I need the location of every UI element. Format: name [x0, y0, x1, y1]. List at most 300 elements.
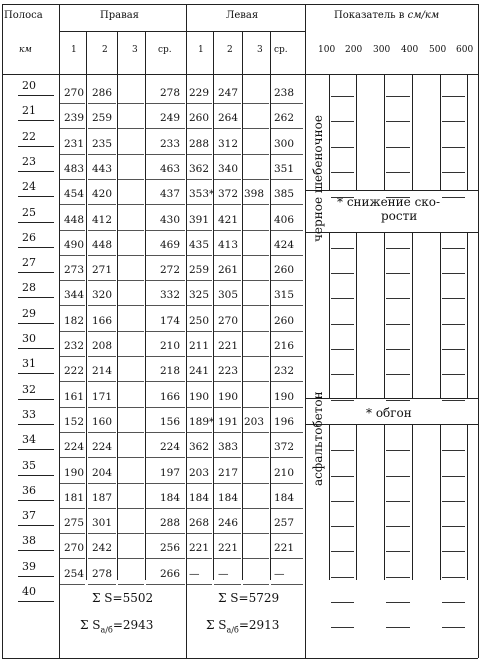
- grid-line-vertical: [384, 424, 385, 580]
- row-underline: [118, 558, 144, 559]
- row-underline: [214, 204, 241, 205]
- km-underline: [18, 247, 54, 248]
- row-underline: [60, 230, 85, 231]
- value-dash: [331, 324, 354, 325]
- table-cell-l1: 229: [189, 87, 210, 99]
- value-dash: [442, 298, 465, 299]
- table-cell-ra: 437: [160, 188, 181, 201]
- table-cell-ra: 174: [160, 314, 181, 327]
- row-underline: [243, 280, 269, 281]
- row-underline: [243, 128, 269, 129]
- value-dash: [442, 627, 465, 628]
- row-underline: [243, 356, 269, 357]
- row-underline: [146, 432, 185, 433]
- row-underline: [146, 381, 185, 382]
- table-cell-r2: 242: [92, 542, 113, 555]
- row-underline: [271, 508, 303, 509]
- row-underline: [118, 331, 144, 332]
- scale-500: 500: [429, 45, 447, 55]
- row-underline: [60, 255, 85, 256]
- row-underline: [243, 305, 269, 306]
- row-underline: [214, 407, 241, 408]
- grid-line-horizontal: [2, 4, 478, 5]
- table-cell-la: 216: [274, 340, 295, 352]
- km-label: 28: [22, 281, 36, 295]
- row-underline: [243, 204, 269, 205]
- table-cell-r2: 278: [92, 567, 113, 580]
- table-cell-la: 184: [274, 491, 295, 504]
- table-cell-l1: 362: [189, 441, 210, 454]
- table-cell-l1: 268: [189, 517, 210, 530]
- table-cell-l2: 340: [218, 162, 239, 175]
- row-underline: [243, 483, 269, 484]
- row-underline: [271, 154, 303, 155]
- table-cell-la: 351: [274, 162, 295, 175]
- table-cell-la: 238: [274, 87, 295, 99]
- value-dash: [386, 551, 410, 552]
- grid-line-vertical: [356, 232, 357, 398]
- row-underline: [187, 381, 212, 382]
- row-underline: [60, 103, 85, 104]
- km-label: 35: [22, 458, 36, 472]
- km-label: 39: [22, 559, 36, 573]
- table-cell-l2: 383: [218, 441, 239, 454]
- row-underline: [88, 432, 116, 433]
- table-cell-l2: 270: [218, 314, 239, 327]
- row-underline: [88, 230, 116, 231]
- grid-line-vertical: [384, 232, 385, 398]
- row-underline: [88, 356, 116, 357]
- table-cell-ra: 256: [160, 542, 181, 555]
- value-dash: [442, 96, 465, 97]
- table-cell-r2: 166: [92, 314, 113, 327]
- km-underline: [18, 449, 54, 450]
- grid-line-horizontal: [305, 424, 478, 425]
- table-cell-l1: 189*: [189, 415, 215, 428]
- grid-line-horizontal: [2, 74, 478, 75]
- km-label: 40: [22, 585, 36, 598]
- value-dash: [386, 501, 410, 502]
- table-cell-l3: 398: [244, 188, 265, 201]
- row-underline: [60, 179, 85, 180]
- surface-crushed-stone: черное шебеночное: [311, 115, 325, 242]
- scale-100: 100: [318, 45, 336, 55]
- value-dash: [331, 501, 354, 502]
- table-cell-la: 232: [274, 365, 295, 378]
- grid-line-vertical: [440, 74, 441, 190]
- table-cell-l2: 246: [218, 517, 239, 530]
- table-cell-r2: 160: [92, 415, 113, 428]
- table-cell-la: 315: [274, 289, 295, 302]
- table-cell-r2: 214: [92, 365, 113, 378]
- km-label: 22: [22, 129, 36, 143]
- value-dash: [386, 627, 410, 628]
- row-underline: [243, 558, 269, 559]
- row-underline: [187, 558, 212, 559]
- row-underline: [146, 533, 185, 534]
- table-cell-l2: —: [218, 567, 229, 580]
- row-underline: [88, 584, 116, 585]
- row-underline: [187, 407, 212, 408]
- row-underline: [146, 584, 185, 585]
- value-dash: [331, 273, 354, 274]
- table-cell-r2: 412: [92, 213, 113, 226]
- row-underline: [271, 584, 303, 585]
- table-cell-l2: 247: [218, 87, 239, 99]
- row-underline: [118, 432, 144, 433]
- header-strip: Полоса: [4, 10, 43, 21]
- value-dash: [331, 627, 354, 628]
- table-cell-l2: 264: [218, 112, 239, 125]
- header-right-lane: Правая: [100, 10, 139, 21]
- row-underline: [243, 331, 269, 332]
- value-dash: [386, 602, 410, 603]
- table-cell-ra: 332: [160, 289, 181, 302]
- row-underline: [118, 230, 144, 231]
- table-cell-r1: 224: [64, 441, 85, 454]
- km-label: 27: [22, 256, 36, 270]
- row-underline: [271, 331, 303, 332]
- grid-line-vertical: [440, 232, 441, 398]
- row-underline: [118, 154, 144, 155]
- table-cell-r2: 224: [92, 441, 113, 454]
- table-cell-r2: 204: [92, 466, 113, 479]
- row-underline: [243, 179, 269, 180]
- row-underline: [187, 128, 212, 129]
- note-speed-reduction-cont: рости: [381, 209, 418, 223]
- row-underline: [243, 457, 269, 458]
- value-dash: [442, 147, 465, 148]
- value-dash: [386, 96, 410, 97]
- row-underline: [118, 584, 144, 585]
- value-dash: [331, 147, 354, 148]
- scale-400: 400: [401, 45, 419, 55]
- row-underline: [146, 280, 185, 281]
- row-underline: [88, 280, 116, 281]
- value-dash: [386, 374, 410, 375]
- table-cell-la: 196: [274, 415, 295, 428]
- left-sum: Σ S=5729: [218, 591, 280, 605]
- table-cell-ra: 288: [160, 517, 181, 530]
- table-cell-ra: 156: [160, 415, 181, 428]
- row-underline: [187, 280, 212, 281]
- value-dash: [331, 374, 354, 375]
- row-underline: [118, 356, 144, 357]
- row-underline: [214, 508, 241, 509]
- value-dash: [386, 248, 410, 249]
- note-overtaking: * обгон: [366, 406, 412, 420]
- grid-line-vertical: [329, 424, 330, 580]
- table-cell-r2: 448: [92, 238, 113, 251]
- km-underline: [18, 95, 54, 96]
- table-cell-r2: 286: [92, 87, 113, 99]
- row-underline: [187, 483, 212, 484]
- grid-line-horizontal: [59, 31, 305, 32]
- grid-line-vertical: [467, 424, 468, 580]
- row-underline: [243, 407, 269, 408]
- row-underline: [214, 154, 241, 155]
- row-underline: [187, 457, 212, 458]
- grid-line-vertical: [329, 74, 330, 190]
- row-underline: [187, 305, 212, 306]
- row-underline: [214, 128, 241, 129]
- table-cell-ra: 469: [160, 238, 181, 251]
- row-underline: [118, 381, 144, 382]
- value-dash: [442, 551, 465, 552]
- table-cell-la: 221: [274, 542, 295, 555]
- km-underline: [18, 373, 54, 374]
- row-underline: [214, 457, 241, 458]
- surface-asphalt: асфальтобетон: [311, 391, 325, 486]
- header-left-col-2: 2: [227, 45, 233, 55]
- table-cell-l2: 221: [218, 542, 239, 555]
- row-underline: [88, 103, 116, 104]
- row-underline: [187, 584, 212, 585]
- row-underline: [271, 255, 303, 256]
- row-underline: [88, 407, 116, 408]
- table-cell-r2: 271: [92, 264, 113, 277]
- row-underline: [271, 356, 303, 357]
- row-underline: [243, 584, 269, 585]
- row-underline: [60, 128, 85, 129]
- row-underline: [214, 255, 241, 256]
- row-underline: [118, 255, 144, 256]
- table-cell-la: 406: [274, 213, 295, 226]
- table-cell-l1: 184: [189, 491, 210, 504]
- row-underline: [60, 204, 85, 205]
- table-cell-ra: 218: [160, 365, 181, 378]
- row-underline: [146, 128, 185, 129]
- table-cell-ra: 210: [160, 340, 181, 352]
- row-underline: [118, 508, 144, 509]
- header-km: км: [19, 45, 32, 55]
- value-dash: [442, 450, 465, 451]
- km-underline: [18, 500, 54, 501]
- row-underline: [88, 533, 116, 534]
- row-underline: [60, 154, 85, 155]
- table-cell-r2: 171: [92, 390, 113, 403]
- row-underline: [214, 305, 241, 306]
- row-underline: [118, 103, 144, 104]
- row-underline: [146, 558, 185, 559]
- km-label: 34: [22, 433, 36, 447]
- value-dash: [442, 273, 465, 274]
- table-cell-r1: 490: [64, 238, 85, 251]
- table-cell-r1: 182: [64, 314, 85, 327]
- value-dash: [386, 121, 410, 122]
- grid-line-vertical: [478, 4, 479, 658]
- km-underline: [18, 297, 54, 298]
- row-underline: [60, 331, 85, 332]
- row-underline: [187, 331, 212, 332]
- row-underline: [243, 381, 269, 382]
- table-cell-r1: 483: [64, 162, 85, 175]
- value-dash: [386, 349, 410, 350]
- table-cell-l2: 221: [218, 340, 239, 352]
- table-cell-l1: 391: [189, 213, 210, 226]
- row-underline: [243, 154, 269, 155]
- km-label: 26: [22, 230, 36, 244]
- value-dash: [331, 450, 354, 451]
- header-left-lane: Левая: [226, 10, 259, 21]
- table-cell-l2: 372: [218, 188, 239, 201]
- value-dash: [386, 577, 410, 578]
- value-dash: [442, 476, 465, 477]
- row-underline: [243, 103, 269, 104]
- km-underline: [18, 171, 54, 172]
- value-dash: [442, 526, 465, 527]
- table-cell-l1: 259: [189, 264, 210, 277]
- km-underline: [18, 222, 54, 223]
- row-underline: [187, 103, 212, 104]
- value-dash: [386, 172, 410, 173]
- table-cell-r2: 208: [92, 340, 113, 352]
- row-underline: [271, 533, 303, 534]
- table-cell-l1: 241: [189, 365, 210, 378]
- table-cell-ra: 266: [160, 567, 181, 580]
- row-underline: [118, 407, 144, 408]
- grid-line-vertical: [440, 424, 441, 580]
- km-label: 24: [22, 180, 36, 194]
- km-underline: [18, 348, 54, 349]
- table-cell-ra: 249: [160, 112, 181, 125]
- table-cell-r1: 273: [64, 264, 85, 277]
- km-label: 20: [22, 79, 36, 92]
- value-dash: [442, 374, 465, 375]
- km-underline: [18, 120, 54, 121]
- row-underline: [118, 305, 144, 306]
- row-underline: [146, 331, 185, 332]
- table-cell-l1: 203: [189, 466, 210, 479]
- value-dash: [386, 450, 410, 451]
- table-cell-r2: 235: [92, 137, 113, 150]
- row-underline: [60, 533, 85, 534]
- table-cell-l1: 353*: [189, 188, 215, 201]
- value-dash: [386, 324, 410, 325]
- row-underline: [271, 407, 303, 408]
- grid-line-vertical: [329, 232, 330, 398]
- note-speed-reduction: * снижение ско-: [337, 195, 441, 209]
- row-underline: [60, 432, 85, 433]
- table-cell-l2: 223: [218, 365, 239, 378]
- value-dash: [442, 400, 465, 401]
- grid-line-vertical: [86, 31, 87, 580]
- table-cell-ra: 272: [160, 264, 181, 277]
- km-underline: [18, 196, 54, 197]
- table-cell-la: 260: [274, 314, 295, 327]
- value-dash: [386, 526, 410, 527]
- row-underline: [187, 230, 212, 231]
- table-cell-l1: 435: [189, 238, 210, 251]
- table-cell-ra: 224: [160, 441, 181, 454]
- table-cell-la: 210: [274, 466, 295, 479]
- km-underline: [18, 601, 54, 602]
- value-dash: [331, 248, 354, 249]
- row-underline: [118, 483, 144, 484]
- value-dash: [331, 577, 354, 578]
- row-underline: [88, 255, 116, 256]
- table-cell-l1: 221: [189, 542, 210, 555]
- grid-line-vertical: [412, 74, 413, 190]
- table-cell-l2: 413: [218, 238, 239, 251]
- value-dash: [331, 96, 354, 97]
- row-underline: [118, 128, 144, 129]
- table-cell-r2: 187: [92, 491, 113, 504]
- row-underline: [146, 407, 185, 408]
- row-underline: [146, 508, 185, 509]
- km-label: 38: [22, 534, 36, 548]
- table-cell-r1: 454: [64, 188, 85, 201]
- row-underline: [214, 483, 241, 484]
- table-cell-r1: 222: [64, 365, 85, 378]
- row-underline: [187, 179, 212, 180]
- value-dash: [442, 248, 465, 249]
- km-label: 29: [22, 306, 36, 320]
- table-cell-l1: 362: [189, 162, 210, 175]
- row-underline: [214, 356, 241, 357]
- header-left-col-avg: ср.: [274, 45, 288, 55]
- row-underline: [214, 533, 241, 534]
- row-underline: [60, 584, 85, 585]
- km-underline: [18, 399, 54, 400]
- row-underline: [187, 154, 212, 155]
- row-underline: [146, 103, 185, 104]
- table-cell-l1: 325: [189, 289, 210, 302]
- row-underline: [243, 255, 269, 256]
- row-underline: [271, 457, 303, 458]
- value-dash: [331, 349, 354, 350]
- km-underline: [18, 146, 54, 147]
- row-underline: [271, 280, 303, 281]
- km-label: 32: [22, 382, 36, 396]
- row-underline: [271, 230, 303, 231]
- km-label: 21: [22, 104, 36, 118]
- value-dash: [442, 324, 465, 325]
- header-left-col-3: 3: [257, 45, 263, 55]
- table-cell-r1: 344: [64, 289, 85, 302]
- table-cell-l3: 203: [244, 415, 265, 428]
- table-cell-r2: 320: [92, 289, 113, 302]
- km-underline: [18, 525, 54, 526]
- row-underline: [60, 407, 85, 408]
- value-dash: [386, 400, 410, 401]
- value-dash: [442, 172, 465, 173]
- table-cell-r1: 275: [64, 517, 85, 530]
- row-underline: [214, 331, 241, 332]
- table-cell-l2: 217: [218, 466, 239, 479]
- table-cell-la: 257: [274, 517, 295, 530]
- table-cell-ra: 197: [160, 466, 181, 479]
- row-underline: [271, 128, 303, 129]
- table-cell-l1: 260: [189, 112, 210, 125]
- table-cell-r1: 270: [64, 87, 85, 99]
- row-underline: [88, 305, 116, 306]
- row-underline: [187, 432, 212, 433]
- grid-line-vertical: [412, 232, 413, 398]
- value-dash: [386, 147, 410, 148]
- km-label: 23: [22, 154, 36, 168]
- table-cell-l2: 190: [218, 390, 239, 403]
- row-underline: [243, 533, 269, 534]
- row-underline: [187, 204, 212, 205]
- row-underline: [271, 483, 303, 484]
- table-cell-r1: 181: [64, 491, 85, 504]
- km-label: 31: [22, 357, 36, 371]
- row-underline: [146, 457, 185, 458]
- row-underline: [118, 204, 144, 205]
- table-cell-r2: 443: [92, 162, 113, 175]
- table-cell-l1: 211: [189, 340, 210, 352]
